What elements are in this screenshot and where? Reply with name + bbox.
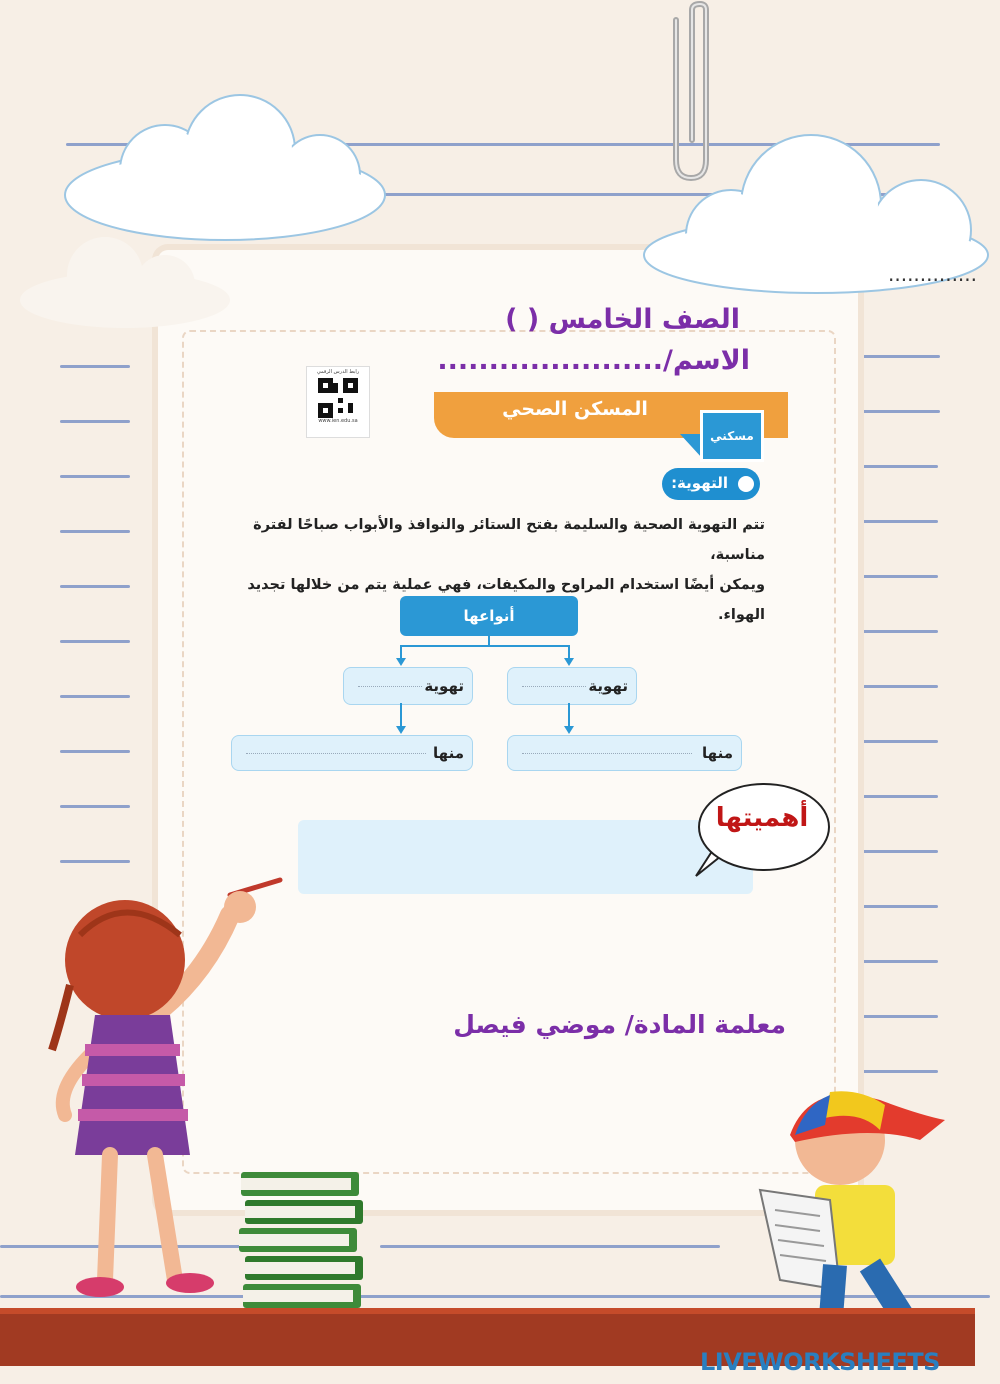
grade-label: الصف الخامس ( ) [505,304,740,335]
top-dots[interactable]: .............. [888,262,978,286]
example-right-label: منها [702,744,733,762]
paragraph-line-1: تتم التهوية الصحية والسليمة بفتح الستائر والنوافذ والأبواب صباحًا لفترة مناسبة، [253,517,765,563]
arrow-down-left-icon [396,726,406,734]
diagram-root: أنواعها [400,596,578,636]
arrow-down-right-icon [564,726,574,734]
qr-caption: رابط الدرس الرقمي [316,369,360,375]
type-box-left[interactable] [343,667,473,705]
bullet-icon [738,476,754,492]
example-box-right[interactable] [507,735,742,771]
qr-icon [318,378,358,418]
connector-horizontal [400,645,570,647]
section-pill-label: التهوية: [671,474,728,492]
type-right-label: تهوية [588,677,628,695]
example-box-left[interactable] [231,735,473,771]
connector-down-right [568,703,570,727]
paragraph-line-2: ويمكن أيضًا استخدام المراوح والمكيفات، فهي عملية يتم من خلالها تجديد الهواء. [247,577,765,623]
arrow-right-icon [564,658,574,666]
connector-left [400,645,402,659]
importance-label: أهميتها [715,803,809,833]
qr-url: www.ien.edu.sa [318,418,358,424]
arrow-left-icon [396,658,406,666]
example-left-dots [246,753,426,754]
liveworksheets-logo [700,1348,995,1382]
connector-right [568,645,570,659]
books-stack-icon [235,1170,365,1310]
type-left-dots [358,686,422,687]
qr-code [306,366,370,438]
example-left-label: منها [433,744,464,762]
cloud-small-left-icon [15,225,235,335]
connector-down-left [400,703,402,727]
teacher-label: معلمة المادة/ موضي فيصل [453,1010,786,1039]
type-left-label: تهوية [424,677,464,695]
type-right-dots [522,686,586,687]
liveworksheets-brand: LIVEWORKSHEETS [700,1348,940,1376]
importance-answer-field[interactable] [298,820,753,894]
unit-tag-tail [680,434,702,458]
type-box-right[interactable] [507,667,637,705]
paperclip-icon [662,0,720,185]
lesson-title: المسكن الصحي [502,398,648,420]
example-right-dots [522,753,692,754]
unit-tag: مسكني [700,410,764,462]
name-field[interactable]: الاسم/...................... [437,345,750,376]
